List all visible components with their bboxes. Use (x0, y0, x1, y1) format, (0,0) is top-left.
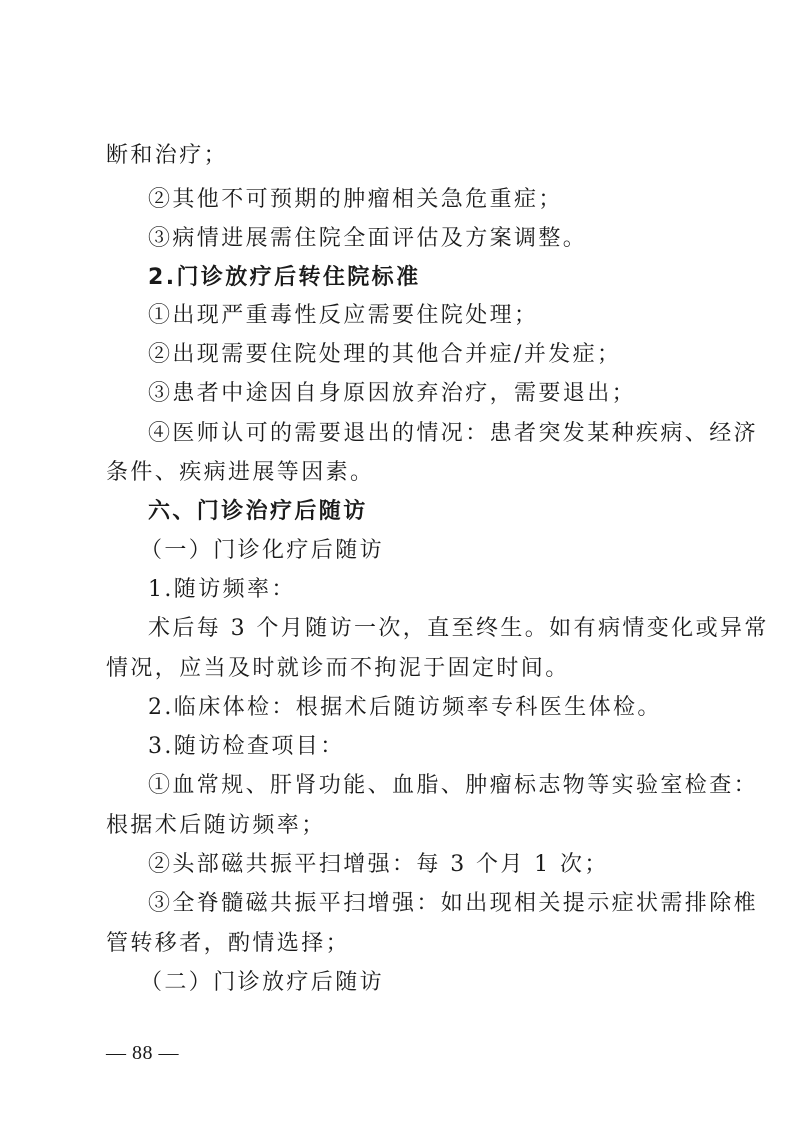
subsection-heading: （二）门诊放疗后随访 (140, 970, 385, 995)
text-line: ②出现需要住院处理的其他合并症/并发症； (148, 342, 622, 367)
text-line: 术后每 3 个月随访一次，直至终生。如有病情变化或异常 (148, 616, 769, 641)
text-line: 管转移者，酌情选择； (106, 931, 351, 956)
text-line: ④医师认可的需要退出的情况：患者突发某种疾病、经济 (148, 421, 759, 446)
text-line: 3.随访检查项目： (148, 734, 345, 759)
text-line: ③病情进展需住院全面评估及方案调整。 (148, 226, 588, 251)
text-line: ③全脊髓磁共振平扫增强：如出现相关提示症状需排除椎 (148, 891, 759, 916)
section-heading: 六、门诊治疗后随访 (148, 499, 368, 524)
section-heading: 2.门诊放疗后转住院标准 (148, 265, 421, 290)
text-line: ②头部磁共振平扫增强：每 3 个月 1 次； (148, 852, 609, 877)
text-line: 根据术后随访频率； (106, 813, 326, 838)
subsection-heading: （一）门诊化疗后随访 (140, 538, 385, 563)
text-line: ②其他不可预期的肿瘤相关急危重症； (148, 187, 563, 212)
text-line: ③患者中途因自身原因放弃治疗，需要退出； (148, 381, 637, 406)
text-line: 断和治疗； (106, 143, 229, 168)
text-line: 条件、疾病进展等因素。 (106, 460, 375, 485)
text-line: 2.临床体检：根据术后随访频率专科医生体检。 (148, 695, 662, 720)
page-number: — 88 — (106, 1042, 179, 1064)
text-line: 1.随访频率： (148, 577, 296, 602)
text-line: 情况，应当及时就诊而不拘泥于固定时间。 (106, 656, 570, 681)
text-line: ①血常规、肝肾功能、血脂、肿瘤标志物等实验室检查： (148, 773, 759, 798)
text-line: ①出现严重毒性反应需要住院处理； (148, 303, 539, 328)
